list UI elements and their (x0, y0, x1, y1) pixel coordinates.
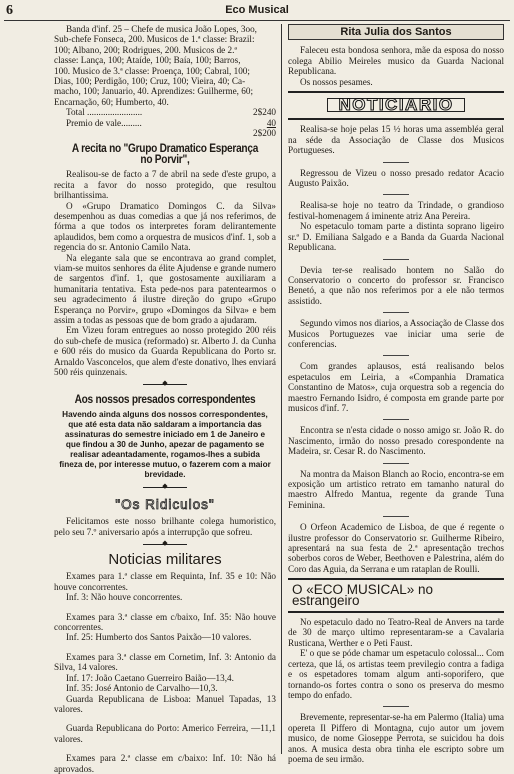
publication-title: Eco Musical (225, 4, 289, 16)
recita-heading: A recita no "Grupo Dramatico Esperança no Porvir", (71, 143, 259, 166)
premio-label: Premio de vale......... (66, 117, 142, 128)
exam-line: Inf. 3: Não houve concorrentes. (66, 592, 183, 603)
exam-line: Inf. 35: José Antonio de Carvalho—10,3. (66, 683, 218, 694)
intro-line: Sub-chefe Fonseca, 200. Musicos de 1.ª classe: Brazil: (54, 34, 255, 45)
obituary-closing: Os nossos pesames. (300, 76, 373, 87)
news-item: Realisa-se hoje no teatro da Trindade, o grandioso festival-homenagem á iminente atriz Ana Pereira. (288, 200, 504, 221)
paragraph: Realisou-se de facto a 7 de abril na sede d'este grupo, a recita a favor do nosso protegido, que resultou brilhantissima. (54, 169, 276, 201)
item-separator (288, 156, 504, 168)
exam-line: Inf. 17: João Caetano Guerreiro Baião—13,4. (66, 672, 234, 683)
ornament-divider (54, 482, 276, 492)
left-column (54, 24, 276, 774)
intro-line: 100. Musico de 3.ª classe: Proença, 100; Cabral, 100; (54, 65, 250, 76)
exam-line: Guarda Republicana de Lisboa: Manuel Tapadas, 13 valores. (54, 693, 276, 714)
intro-line: Encarnação, 60; Humberto, 40. (54, 96, 169, 107)
item-separator (288, 253, 504, 265)
ridiculos-text: Felicitamos este nosso brilhante colega humoristico, pelo seu 7.º aniversario após a interrupção que sofreu. (54, 516, 276, 537)
intro-line: 100; Albano, 200; Rodrigues, 200. Musicos de 2.ª (54, 44, 237, 55)
exam-line: Exames para 3.ª classe em c/baixo, Inf. 35: Não houve concorrentes. (54, 611, 276, 633)
page-number: 6 (6, 3, 13, 18)
premio-row (54, 118, 276, 128)
item-separator (288, 349, 504, 361)
item-separator (288, 306, 504, 318)
column-divider (281, 24, 282, 754)
exam-line: Inf. 25: Humberto dos Santos Paixão—10 valores. (66, 632, 252, 643)
news-item: O Orfeon Academico de Lisboa, de que é regente o ilustre professor do Conservatorio sr. Guilherme Ribeiro, apresentará na sua festa de 2.ª apresentação trechos soberbos coros de Weber, Beethoven e Palestrina, além do Coro das Aguia, da Serrana e um rataplan de Roulli. (288, 522, 504, 574)
noticiario-items (288, 124, 504, 574)
paragraph: Em Vizeu foram entregues ao nosso protegido 200 réis do sub-chefe de musica (reformado) sr. Alberto J. da Cunha e 600 réis do musico da Guarda Republicana do Porto sr. Arnaldo Vasconcelos, que alem d'este donativo, lhes enviará 500 réis quinzenais. (54, 325, 276, 377)
news-item: Encontra se n'esta cidade o nosso amigo sr. João R. do Nascimento, irmão do nosso presado corespondente na Madeira, sr. Cesar R. do Nascimento. (288, 425, 504, 457)
news-item: Na montra da Maison Blanch ao Rocio, encontra-se em exposição um artistico retrato em tamanho natural do maestro Alfredo Mantua, regente da grande Tuna Feminina. (288, 468, 504, 510)
eco-estrangeiro-heading: O «ECO MUSICAL» no estrangeiro (292, 582, 434, 608)
header-rule (4, 20, 510, 21)
militares-article (54, 571, 276, 774)
exam-line: Exames para 3.ª classe em Cornetim, Inf. 3: Antonio da Silva, 14 valores. (54, 651, 276, 673)
news-item: Devia ter-se realisado hontem no Salão do Conservatorio o concerto do professor sr. Francisco Benetó, a que não nos referimos por a ele não termos assistido. (288, 264, 504, 306)
band-payment-list (54, 24, 276, 138)
item-separator (288, 510, 504, 522)
noticiario-heading (288, 95, 504, 115)
intro-line: classe: Lança, 100; Ataíde, 100; Baía, 100; Barros, (54, 55, 241, 66)
noticiario-title: NOTICIARIO (327, 98, 464, 112)
correspondentes-heading: Aos nossos presados correspondentes (74, 394, 256, 407)
eco-estrangeiro-article (288, 617, 504, 764)
exam-line: Exames para 1.ª classe em Requinta, Inf. 35 e 10: Não houve concorrentes. (54, 571, 276, 592)
obituary-heading: Rita Julia dos Santos (288, 24, 504, 40)
paragraph: No espetaculo dado no Teatro-Real de Anvers na tarde de 30 de março ultimo representaram-se a Cavalaria Rusticana, Werther e o Peti Faust. (288, 617, 504, 648)
total-value: 2$240 (253, 107, 276, 118)
ornament-divider (54, 539, 276, 549)
total-row (54, 107, 276, 117)
ridiculos-heading: "Os Ridiculos" (115, 496, 215, 512)
correspondentes-notice: Havendo ainda alguns dos nossos correspondentes, que até esta data não saldaram a importancia das assinaturas do semestre iniciado em 1 de Janeiro e que findou a 30 de Junho, apezar de pagamento se realisar adeantadamente, rogamos-lhes a subida fineza de, por interesse mutuo, o fazerem com a maior brevidade. (59, 409, 271, 479)
right-column (288, 24, 504, 764)
intro-line: Dias, 100; Perdigão, 100; Cruz, 100; Vieira, 40; Ca- (54, 76, 246, 87)
item-separator (288, 457, 504, 469)
sum-value: 2$200 (253, 128, 276, 139)
recita-article (54, 169, 276, 377)
total-label: Total ........................ (66, 107, 143, 118)
page-header (0, 0, 514, 22)
news-item: Realisa-se hoje pelas 15 ½ horas uma assembléa geral na séde da Associação de Classe dos Musicos Portugueses. (288, 124, 504, 156)
sum-row (54, 128, 276, 138)
paragraph: Na elegante sala que se encontrava ao grand complet, viam-se muitos senhores da élite Ajudense e grande numero de sargentos d'inf. 1, que gostosamente auxiliaram a humanitaria tentativa. Esta pede-nos para patentearmos o seu agradecimento á ilustre direção do grupo «Grupo Esperança no Porvir», grupo «Domingos da Silva» e bem assim a todas as pessoas que de bom grado a ajudaram. (54, 252, 276, 325)
premio-value: 40 (266, 117, 276, 128)
news-item: Com grandes aplausos, está realisando belos espetaculos em Leiria, a «Companhia Dramatica Constantino de Matos», cuja orquestra sob a regencia do maestro Fernando Isidro, é composta em grande parte por musicos d'inf. 7. (288, 361, 504, 413)
news-item: No espetaculo tomam parte a distinta soprano ligeiro sr.ª D. Emiliana Salgado e a Banda da Guarda Nacional Republicana. (288, 221, 504, 253)
paragraph: O «Grupo Dramatico Domingos C. da Silva» desempenhou as duas comedias a que já nos referimos, de fórma a que todos os interpretes foram delirantemente aplaudidos, bem como a orquestra de musicos d'inf. 1, sob a regencia do sr. Antonio Camilo Nata. (54, 200, 276, 253)
intro-line: macho, 100; Januario, 40. Aprendizes: Guilherme, 60; (54, 86, 254, 97)
obituary-text: Faleceu esta bondosa senhora, mãe da esposa do nosso colega Abilio Meireles musico da Guarda Nacional Republicana. (288, 45, 504, 77)
item-separator (288, 188, 504, 200)
militares-heading: Noticias militares (108, 551, 222, 569)
news-item: Segundo vimos nos diarios, a Associação de Classe dos Musicos Portuguezes vae iniciar uma serie de conferencias. (288, 318, 504, 349)
news-item: Regressou de Vizeu o nosso presado redator Acacio Augusto Paixão. (288, 167, 504, 189)
exam-line: Guarda Republicana do Porto: Americo Ferreira, —11,1 valores. (54, 723, 276, 744)
paragraph: E' o que se póde chamar um espetaculo colossal... Com certeza, que lá, os artistas teem previlegio contra a fadiga e os espetadores tomam algum anti-soporifero, que tornando-os fortes contra o sono os preserva do mesmo tempo do enfado. (288, 648, 504, 700)
exam-line: Exames para 2.ª classe em c/baixo: Inf. 10: Não há aprovados. (54, 753, 276, 774)
paragraph: Brevemente, representar-se-ha em Palermo (Italia) uma opereta Il Piffero di Montagna, cujo autor um jovem musico, de nome Gioseppe Perrota, se suicidou ha dois anos. A musica desta obra tinha ele escripto sobre um poema de seu irmão. (288, 712, 504, 764)
item-separator (288, 413, 504, 425)
ornament-divider (54, 379, 276, 389)
item-separator (288, 700, 504, 712)
intro-line: Banda d'inf. 25 – Chefe de musica João Lopes, 3oo, (66, 24, 257, 34)
